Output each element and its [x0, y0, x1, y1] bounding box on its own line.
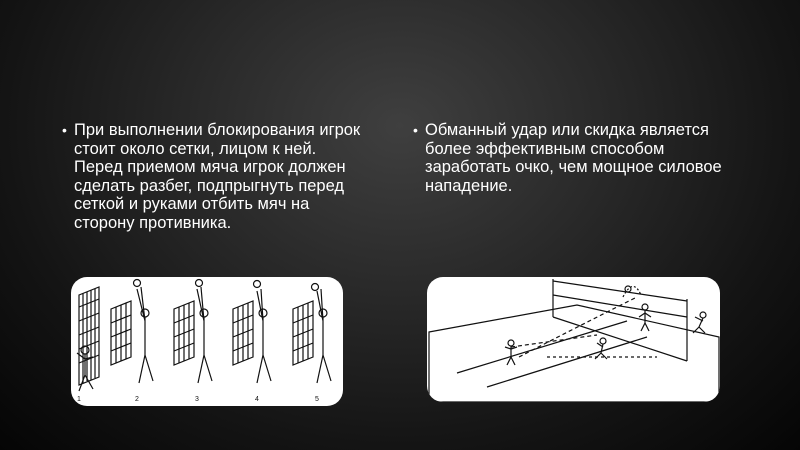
- ball-icon: [196, 280, 203, 287]
- volleyball-block-illustration: [71, 277, 343, 406]
- step-label: 2: [135, 396, 139, 403]
- right-bullet-item: [413, 121, 733, 195]
- net-icon: [79, 287, 99, 385]
- net-icon: [293, 301, 313, 365]
- ball-icon: [134, 280, 141, 287]
- bullet-icon: •: [413, 122, 418, 138]
- player-icon: [505, 340, 517, 365]
- player-icon: [257, 289, 271, 383]
- step-label: 5: [315, 396, 319, 403]
- player-icon: [137, 287, 153, 383]
- net-icon: [111, 301, 131, 365]
- volleyball-court-illustration: [427, 277, 720, 402]
- player-icon: [693, 312, 706, 333]
- player-icon: [639, 304, 651, 331]
- net-icon: [174, 301, 194, 365]
- court-outline: [429, 305, 719, 402]
- ball-icon: [254, 281, 261, 288]
- feint-court-figure: [427, 277, 720, 402]
- ball-icon: [312, 284, 319, 291]
- player-icon: [317, 289, 331, 383]
- step-label: 1: [77, 396, 81, 403]
- right-bullet-text: Обманный удар или скидка является более эффективным способом заработать очко, чем мощное силовое нападение.: [425, 121, 722, 195]
- player-icon: [197, 287, 212, 383]
- player-icon: [595, 338, 607, 359]
- bullet-icon: •: [62, 122, 67, 138]
- step-label: 3: [195, 396, 199, 403]
- left-bullet-item: [62, 121, 362, 232]
- block-sequence-figure: [71, 277, 343, 406]
- left-bullet-text: При выполнении блокирования игрок стоит около сетки, лицом к ней. Перед приемом мяча игрок должен сделать разбег, подпрыгнуть перед сеткой и руками отбить мяч на сторону противника.: [74, 121, 361, 232]
- step-label: 4: [255, 396, 259, 403]
- net-icon: [233, 301, 253, 365]
